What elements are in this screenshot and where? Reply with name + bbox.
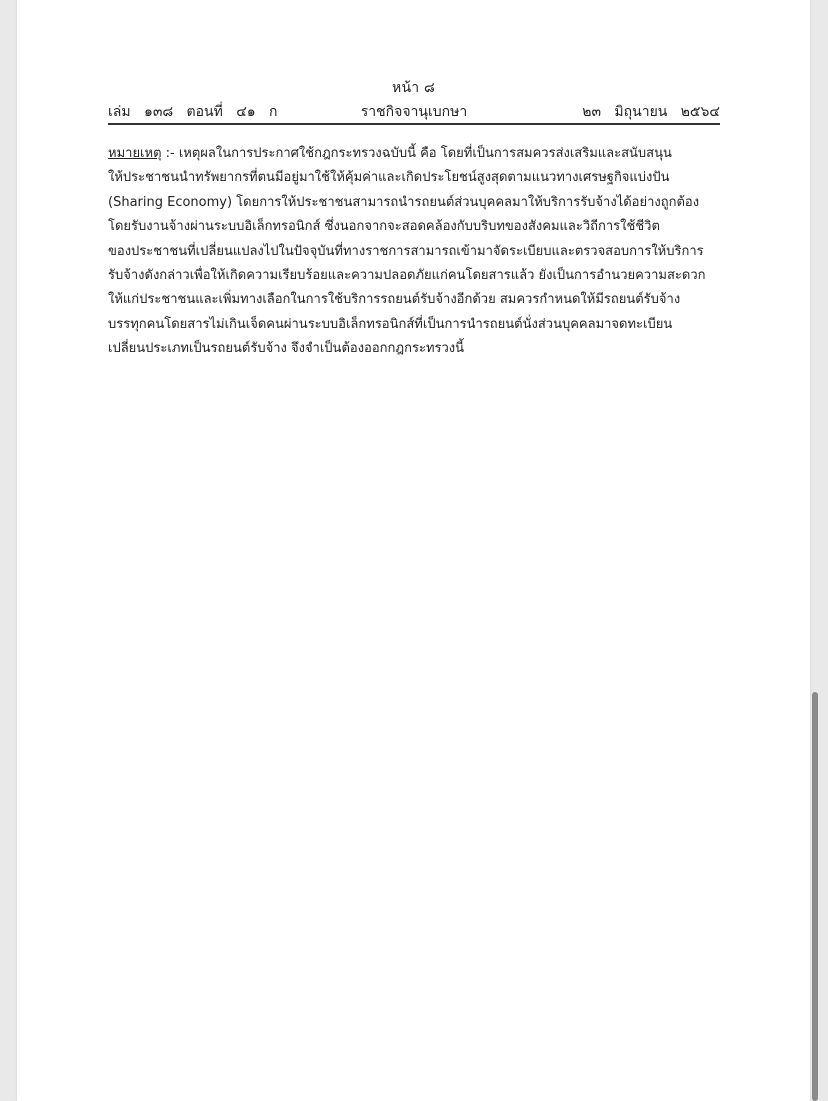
gazette-header [108, 101, 720, 123]
document-page [17, 0, 810, 1101]
note-line: ของประชาชนที่เปลี่ยนแปลงไปในปัจจุบันที่ทางราชการสามารถเข้ามาจัดระเบียบและตรวจสอบการให้บริการ [108, 243, 704, 259]
scrollbar-thumb[interactable] [812, 692, 818, 1101]
note-line: ให้แก่ประชาชนและเพิ่มทางเลือกในการใช้บริการรถยนต์รับจ้างอีกด้วย สมควรกำหนดให้มีรถยนต์รับจ้าง [108, 292, 681, 308]
note-line: โดยรับงานจ้างผ่านระบบอิเล็กทรอนิกส์ ซึ่งนอกจากจะสอดคล้องกับบริบทของสังคมและวิถีการใช้ชีวิต [108, 219, 660, 235]
note-first-line: :- เหตุผลในการประกาศใช้กฎกระทรวงฉบับนี้ คือ โดยที่เป็นการสมควรส่งเสริมและสนับสนุน [161, 146, 672, 161]
note-line: (Sharing Economy) โดยการให้ประชาชนสามารถนำรถยนต์ส่วนบุคคลมาให้บริการรับจ้างได้อย่างถูกต้อง [108, 194, 700, 210]
note-line: บรรทุกคนโดยสารไม่เกินเจ็ดคนผ่านระบบอิเล็กทรอนิกส์ที่เป็นการนำรถยนต์นั่งส่วนบุคคลมาจดทะเบียน [108, 316, 673, 332]
gazette-title: ราชกิจจานุเบกษา [360, 104, 468, 120]
publication-date: ๒๓ มิถุนายน ๒๕๖๔ [582, 104, 720, 120]
page-number: หน้า ๘ [392, 80, 435, 96]
header-divider [108, 123, 720, 125]
note-line: ให้ประชาชนนำทรัพยากรที่ตนมีอยู่มาใช้ให้คุ้มค่าและเกิดประโยชน์สูงสุดตามแนวทางเศรษฐกิจแบ่งปัน [108, 170, 670, 186]
note-line: เปลี่ยนประเภทเป็นรถยนต์รับจ้าง จึงจำเป็นต้องออกกฎกระทรวงนี้ [108, 341, 465, 357]
note-line [108, 142, 720, 166]
note-paragraph [108, 142, 720, 362]
scrollbar[interactable] [812, 0, 824, 1101]
note-label: หมายเหตุ [108, 146, 162, 161]
volume-issue: เล่ม ๑๓๘ ตอนที่ ๔๑ ก [108, 104, 278, 120]
note-line: รับจ้างดังกล่าวเพื่อให้เกิดความเรียบร้อยและความปลอดภัยแก่คนโดยสารแล้ว ยังเป็นการอำนวยความสะดวก [108, 268, 706, 284]
